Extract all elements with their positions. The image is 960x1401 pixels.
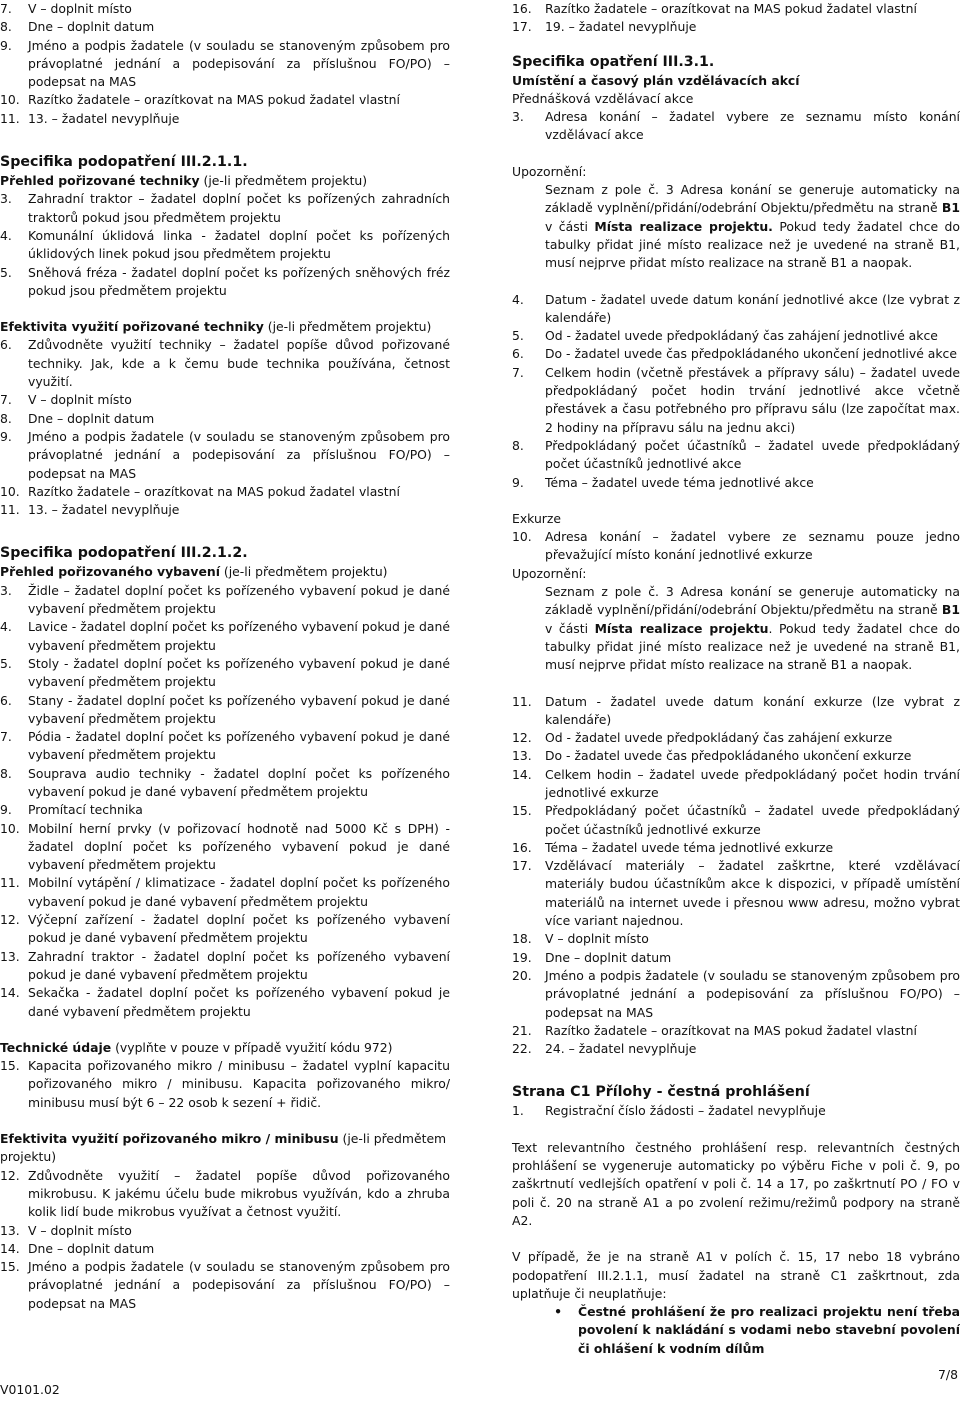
list-item-number: 8. — [0, 765, 12, 781]
list-item — [512, 1102, 960, 1120]
list-item-text: Adresa konání – žadatel vybere ze seznamu pouze jedno převažující místo konání jednotlivé exkurze — [545, 529, 960, 563]
list-item-text: Celkem hodin (včetně přestávek a přípravy sálu) – žadatel uvede předpokládaný počet hodin trvání jednotlivé akce včetně přestávek a času potřebného pro přípravu sálu (lze započítat max. 2 hodiny na přípravu sálu na jednu akci) — [545, 364, 960, 435]
list-item-text: Mobilní herní prvky (v pořizovací hodnotě nad 5000 Kč s DPH) - žadatel doplní počet ks pořízeného vybavení pokud je dané vybavení předmětem projektu — [28, 820, 450, 873]
list-item — [512, 437, 960, 474]
list-item-text: Výčepní zařízení - žadatel doplní počet ks pořízeného vybavení pokud je dané vybavení předmětem projektu — [28, 912, 450, 946]
text-run: (je-li předmětem projektu) — [219, 564, 388, 580]
list-item — [0, 1240, 450, 1258]
list-item-number: 4. — [0, 619, 12, 635]
list-item-number: 3. — [0, 191, 12, 207]
list-item-text: Do - žadatel uvede čas předpokládaného ukončení exkurze — [545, 748, 912, 764]
list-item — [0, 1167, 450, 1222]
list-item — [0, 264, 450, 301]
list-item-number: 14. — [0, 1240, 20, 1256]
spacer — [512, 145, 960, 163]
list-item-number: 17. — [512, 858, 532, 874]
bullet-item — [512, 1303, 960, 1358]
text-run: (vyplňte v pouze v případě využití kódu 972) — [111, 1039, 393, 1055]
bold-text: Technické údaje — [0, 1039, 112, 1055]
list-item-text: Sekačka - žadatel doplní počet ks pořízeného vybavení pokud je dané vybavení předmětem projektu — [28, 985, 450, 1019]
list-item — [0, 391, 450, 409]
list-item-text: Zahradní traktor - žadatel doplní počet ks pořízeného vybavení pokud je dané vybavení předmětem projektu — [28, 948, 450, 982]
spacer — [512, 1230, 960, 1248]
list-item — [512, 766, 960, 803]
list-item-number: 3. — [512, 109, 524, 125]
list-item-text: 13. – žadatel nevyplňuje — [28, 110, 180, 126]
list-item — [512, 291, 960, 328]
list-item-text: Pódia - žadatel doplní počet ks pořízeného vybavení pokud je dané vybavení předmětem projektu — [28, 729, 450, 763]
list-item-number: 12. — [0, 1167, 20, 1183]
list-item-text: Promítací technika — [28, 802, 143, 818]
list-item-number: 5. — [0, 264, 12, 280]
list-item-number: 11. — [0, 110, 20, 126]
spacer — [512, 37, 960, 46]
list-item — [512, 345, 960, 363]
list-item — [0, 91, 450, 109]
spacer — [512, 1058, 960, 1076]
list-item — [0, 582, 450, 619]
list-item-text: Razítko žadatele – orazítkovat na MAS pokud žadatel vlastní — [545, 1022, 917, 1038]
list-item — [0, 655, 450, 692]
list-item-text: Dne – doplnit datum — [28, 1240, 155, 1256]
list-item-text: Dne – doplnit datum — [545, 949, 672, 965]
list-item — [512, 747, 960, 765]
list-item — [512, 364, 960, 437]
list-item — [512, 930, 960, 948]
list-item-text: Razítko žadatele – orazítkovat na MAS pokud žadatel vlastní — [28, 92, 400, 108]
list-item-text: Datum - žadatel uvede datum konání jednotlivé akce (lze vybrat z kalendáře) — [545, 291, 960, 325]
text-run: Pokud tedy žadatel chce do tabulky přidat jiné místo realizace než je uvedené na straně B1, musí nejprve přidat místo realizace na straně B1 a naopak. — [545, 218, 960, 271]
list-item-text: Kapacita pořizovaného mikro / minibusu – žadatel vyplní kapacitu pořizovaného mikro / minibusu. Kapacita pořizovaného mikro/ minibusu musí být 6 – 22 osob k sezení + řidič. — [28, 1058, 450, 1110]
list-item-number: 5. — [512, 328, 524, 344]
list-item — [0, 110, 450, 128]
list-item-text: Jméno a podpis žadatele (v souladu se stanoveným způsobem pro právoplatné jednání a podepisování za příslušnou FO/PO) – podepsat na MAS — [545, 967, 960, 1020]
list-item — [0, 984, 450, 1021]
bold-text: Přehled pořizované techniky — [0, 173, 200, 189]
list-item — [0, 227, 450, 264]
list-item-text: Mobilní vytápění / klimatizace - žadatel doplní počet ks pořízeného vybavení pokud je dané vybavení předmětem projektu — [28, 875, 450, 909]
list-item-number: 7. — [512, 364, 524, 380]
list-item — [512, 839, 960, 857]
spacer — [512, 675, 960, 693]
list-item-number: 7. — [0, 729, 12, 745]
page-number: 7/8 — [938, 1367, 958, 1382]
list-item-text: Adresa konání – žadatel vybere ze seznamu místo konání vzdělávací akce — [545, 109, 960, 143]
list-item-number: 11. — [512, 693, 532, 709]
list-item-text: Razítko žadatele – orazítkovat na MAS pokud žadatel vlastní — [28, 483, 400, 499]
list-item-text: Zdůvodněte využití techniky – žadatel popíše důvod pořizované techniky. Jak, kde a k čemu bude technika používána, četnost využití. — [28, 337, 450, 390]
list-item-number: 15. — [0, 1058, 20, 1074]
list-item — [0, 874, 450, 911]
list-item-number: 15. — [512, 803, 532, 819]
list-item-number: 6. — [0, 337, 12, 353]
list-item-number: 16. — [512, 839, 532, 855]
list-item-number: 4. — [512, 291, 524, 307]
right-column — [512, 0, 960, 1358]
list-item-text: V – doplnit místo — [28, 1222, 132, 1238]
list-item — [0, 911, 450, 948]
paragraph: Upozornění: — [512, 163, 587, 179]
subsection-heading: Umístění a časový plán vzdělávacích akcí — [512, 72, 800, 88]
bold-text: B1 — [941, 602, 960, 618]
list-item-number: 12. — [512, 730, 532, 746]
list-item-number: 14. — [512, 766, 532, 782]
list-item-text: Jméno a podpis žadatele (v souladu se stanoveným způsobem pro právoplatné jednání a podepisování za příslušnou FO/PO) – podepsat na MAS — [28, 1259, 450, 1311]
list-item — [512, 1040, 960, 1058]
list-item-number: 6. — [0, 692, 12, 708]
list-item-number: 19. — [512, 949, 532, 965]
list-item — [512, 729, 960, 747]
list-item — [0, 428, 450, 483]
list-item — [512, 18, 960, 36]
list-item-number: 13. — [0, 948, 20, 964]
section-heading: Specifika podopatření III.2.1.1. — [0, 154, 248, 171]
list-item-number: 12. — [0, 912, 20, 928]
list-item — [0, 0, 450, 18]
list-item — [0, 728, 450, 765]
list-item — [512, 1022, 960, 1040]
list-item-number: 17. — [512, 19, 532, 35]
list-item — [512, 949, 960, 967]
subheading — [0, 1130, 450, 1167]
list-item-number: 11. — [0, 502, 20, 518]
list-item — [512, 0, 960, 18]
list-item-text: Lavice - žadatel doplní počet ks pořízeného vybavení pokud je dané vybavení předmětem projektu — [28, 619, 450, 653]
list-item-text: Téma – žadatel uvede téma jednotlivé exkurze — [545, 839, 834, 855]
list-item-number: 14. — [0, 985, 20, 1001]
list-item — [0, 692, 450, 729]
list-item — [0, 1222, 450, 1240]
list-item-number: 7. — [0, 392, 12, 408]
notice-text — [512, 583, 960, 674]
list-item — [512, 857, 960, 930]
text-run: v části — [545, 218, 595, 234]
list-item-text: Komunální úklidová linka - žadatel doplní počet ks pořízených úklidových linek pokud jsou předmětem projektu — [28, 227, 450, 262]
text-run: Seznam z pole č. 3 Adresa konání se generuje automaticky na základě vyplnění/přidání/odebrání Objektu/předmětu na straně — [545, 584, 960, 618]
list-item-number: 8. — [0, 19, 12, 35]
list-item-number: 5. — [0, 655, 12, 671]
list-item-number: 10. — [0, 820, 20, 836]
list-item-text: Zdůvodněte využití – žadatel popíše důvod pořizovaného mikrobusu. K jakému účelu bude mikrobus využíván, kdo a zhruba kolik lidí bude mikrobus využívat a četnost využití. — [28, 1167, 450, 1220]
list-item — [0, 765, 450, 802]
list-item — [0, 37, 450, 92]
list-item-text: Židle – žadatel doplní počet ks pořízeného vybavení pokud je dané vybavení předmětem projektu — [28, 582, 450, 617]
subheading — [0, 563, 450, 581]
list-item — [0, 483, 450, 501]
list-item-number: 21. — [512, 1022, 532, 1038]
bullet-text: Čestné prohlášení že pro realizaci projektu není třeba povolení k nakládání s vodami nebo stavební povolení či ohlášení k vodním dílům — [578, 1304, 960, 1356]
list-item — [0, 618, 450, 655]
list-item-text: Stany - žadatel doplní počet ks pořízeného vybavení pokud je dané vybavení předmětem projektu — [28, 692, 450, 726]
list-item-text: Od - žadatel uvede předpokládaný čas zahájení exkurze — [545, 730, 893, 746]
text-run: . Pokud tedy žadatel chce do tabulky přidat jiné místo realizace než je uvedené na straně B1, musí nejprve přidat místo realizace na straně B1 a naopak. — [545, 620, 960, 673]
list-item-number: 6. — [512, 346, 524, 362]
list-item — [0, 501, 450, 519]
spacer — [512, 273, 960, 291]
text-run: (je-li předmětem projektu) — [199, 173, 368, 189]
list-item — [0, 1258, 450, 1313]
list-item-text: Jméno a podpis žadatele (v souladu se stanoveným způsobem pro právoplatné jednání a podepisování za příslušnou FO/PO) – podepsat na MAS — [28, 428, 450, 481]
list-item-text: Od - žadatel uvede předpokládaný čas zahájení jednotlivé akce — [545, 328, 938, 344]
list-item-text: Sněhová fréza - žadatel doplní počet ks pořízených sněhových fréz pokud jsou předmětem projektu — [28, 264, 450, 298]
spacer — [0, 1021, 450, 1039]
spacer — [0, 1112, 450, 1130]
bold-text: B1 — [941, 200, 960, 216]
text-run: (je-li předmětem projektu) — [263, 319, 432, 335]
list-item-number: 3. — [0, 582, 12, 598]
list-item-number: 10. — [0, 92, 20, 108]
bold-text: Efektivita využití pořizovaného mikro / minibusu — [0, 1131, 339, 1147]
list-item — [0, 820, 450, 875]
list-item-text: Razítko žadatele – orazítkovat na MAS pokud žadatel vlastní — [545, 1, 917, 16]
bold-text: Přehled pořizovaného vybavení — [0, 564, 220, 580]
bold-text: Místa realizace projektu. — [594, 218, 773, 234]
list-item-text: Dne – doplnit datum — [28, 410, 155, 426]
list-item-number: 9. — [0, 802, 12, 818]
spacer — [0, 128, 450, 146]
list-item — [512, 108, 960, 145]
list-item-number: 8. — [0, 410, 12, 426]
list-item-number: 13. — [512, 748, 532, 764]
list-item — [0, 410, 450, 428]
list-item-number: 15. — [0, 1259, 20, 1275]
spacer — [0, 519, 450, 537]
list-item-text: V – doplnit místo — [545, 931, 649, 947]
list-item-text: Předpokládaný počet účastníků – žadatel uvede předpokládaný počet účastníků jednotlivé akce — [545, 437, 960, 472]
spacer — [512, 1121, 960, 1139]
list-item — [0, 336, 450, 391]
list-item-number: 8. — [512, 437, 524, 453]
list-item — [0, 948, 450, 985]
section-heading: Strana C1 Přílohy - čestná prohlášení — [512, 1084, 810, 1101]
section-heading: Specifika opatření III.3.1. — [512, 53, 715, 70]
list-item-text: Celkem hodin – žadatel uvede předpokládaný počet hodin trvání jednotlivé exkurze — [545, 766, 960, 800]
list-item-text: Do - žadatel uvede čas předpokládaného ukončení jednotlivé akce — [545, 346, 957, 362]
text-run: v části — [545, 620, 595, 636]
list-item — [512, 474, 960, 492]
list-item — [0, 18, 450, 36]
list-item — [0, 801, 450, 819]
subheading — [0, 1039, 450, 1057]
list-item-number: 16. — [512, 1, 532, 16]
paragraph: Upozornění: — [512, 565, 587, 581]
paragraph: Přednášková vzdělávací akce — [512, 90, 694, 106]
list-item-text: V – doplnit místo — [28, 1, 132, 16]
list-item-text: Stoly - žadatel doplní počet ks pořízeného vybavení pokud je dané vybavení předmětem projektu — [28, 655, 450, 690]
paragraph: Text relevantního čestného prohlášení resp. relevantních čestných prohlášení se vygeneruje automaticky po výběru Fiche v poli č. 9, po zaškrtnutí vedlejších opatření v poli č. 14 a 17, po zaškrtnutí PO / FO v poli č. 20 na straně A1 a po zvolení režimu/režimů podpory na straně A2. — [512, 1139, 960, 1228]
list-item-text: Předpokládaný počet účastníků – žadatel uvede předpokládaný počet účastníků jednotlivé exkurze — [545, 803, 960, 837]
section-heading: Specifika podopatření III.2.1.2. — [0, 545, 248, 562]
paragraph: V případě, že je na straně A1 v polích č. 15, 17 nebo 18 vybráno podopatření III.2.1.1, musí žadatel na straně C1 zaškrtnout, zda uplatňuje či neuplatňuje: — [512, 1249, 960, 1301]
bullet-icon: • — [554, 1304, 562, 1320]
list-item-text: 19. – žadatel nevyplňuje — [545, 19, 697, 35]
list-item — [0, 1057, 450, 1112]
text-run: Seznam z pole č. 3 Adresa konání se generuje automaticky na základě vyplnění/přidání/odebrání Objektu/předmětu na straně — [545, 182, 960, 216]
list-item — [0, 190, 450, 227]
list-item-number: 9. — [0, 428, 12, 444]
paragraph: Exkurze — [512, 510, 562, 526]
bold-text: Místa realizace projektu — [594, 620, 769, 636]
list-item-number: 4. — [0, 227, 12, 243]
bold-text: Efektivita využití pořizované techniky — [0, 319, 264, 335]
text-run: (je-li předmětem projektu) — [0, 1131, 447, 1165]
list-item-text: Téma – žadatel uvede téma jednotlivé akce — [545, 474, 814, 490]
list-item-number: 9. — [512, 474, 524, 490]
list-item-number: 1. — [512, 1103, 524, 1119]
list-item-number: 18. — [512, 931, 532, 947]
list-item-text: Souprava audio techniky - žadatel doplní počet ks pořízeného vybavení pokud je dané vybavení předmětem projektu — [28, 765, 450, 799]
list-item-text: Registrační číslo žádosti – žadatel nevyplňuje — [545, 1103, 826, 1119]
list-item-text: Dne – doplnit datum — [28, 19, 155, 35]
list-item — [512, 802, 960, 839]
list-item-number: 13. — [0, 1222, 20, 1238]
list-item-number: 10. — [512, 529, 532, 545]
list-item-number: 20. — [512, 967, 532, 983]
list-item — [512, 693, 960, 730]
list-item-text: V – doplnit místo — [28, 392, 132, 408]
list-item-number: 10. — [0, 483, 20, 499]
subheading — [0, 172, 450, 190]
list-item-number: 9. — [0, 37, 12, 53]
list-item-text: Jméno a podpis žadatele (v souladu se stanoveným způsobem pro právoplatné jednání a podepisování za příslušnou FO/PO) – podepsat na MAS — [28, 37, 450, 90]
list-item-text: 24. – žadatel nevyplňuje — [545, 1041, 697, 1057]
spacer — [512, 492, 960, 510]
list-item-text: Vzdělávací materiály – žadatel zaškrtne, které vzdělávací materiály budou účastníkům akce k dispozici, v případě umístění materiálů na internet uvede i přesnou www adresu, možno vybrat více variant najednou. — [545, 858, 960, 929]
list-item-number: 7. — [0, 1, 12, 16]
list-item — [512, 327, 960, 345]
version-label: V0101.02 — [0, 1382, 60, 1397]
subheading — [0, 318, 450, 336]
left-column — [0, 0, 450, 1313]
list-item-text: 13. – žadatel nevyplňuje — [28, 502, 180, 518]
spacer — [0, 300, 450, 318]
list-item-text: Datum - žadatel uvede datum konání exkurze (lze vybrat z kalendáře) — [545, 693, 960, 727]
list-item-text: Zahradní traktor – žadatel doplní počet ks pořízených zahradních traktorů pokud jsou předmětem projektu — [28, 191, 450, 225]
list-item — [512, 967, 960, 1022]
list-item — [512, 528, 960, 565]
list-item-number: 11. — [0, 875, 20, 891]
list-item-number: 22. — [512, 1041, 532, 1057]
notice-text — [512, 181, 960, 272]
